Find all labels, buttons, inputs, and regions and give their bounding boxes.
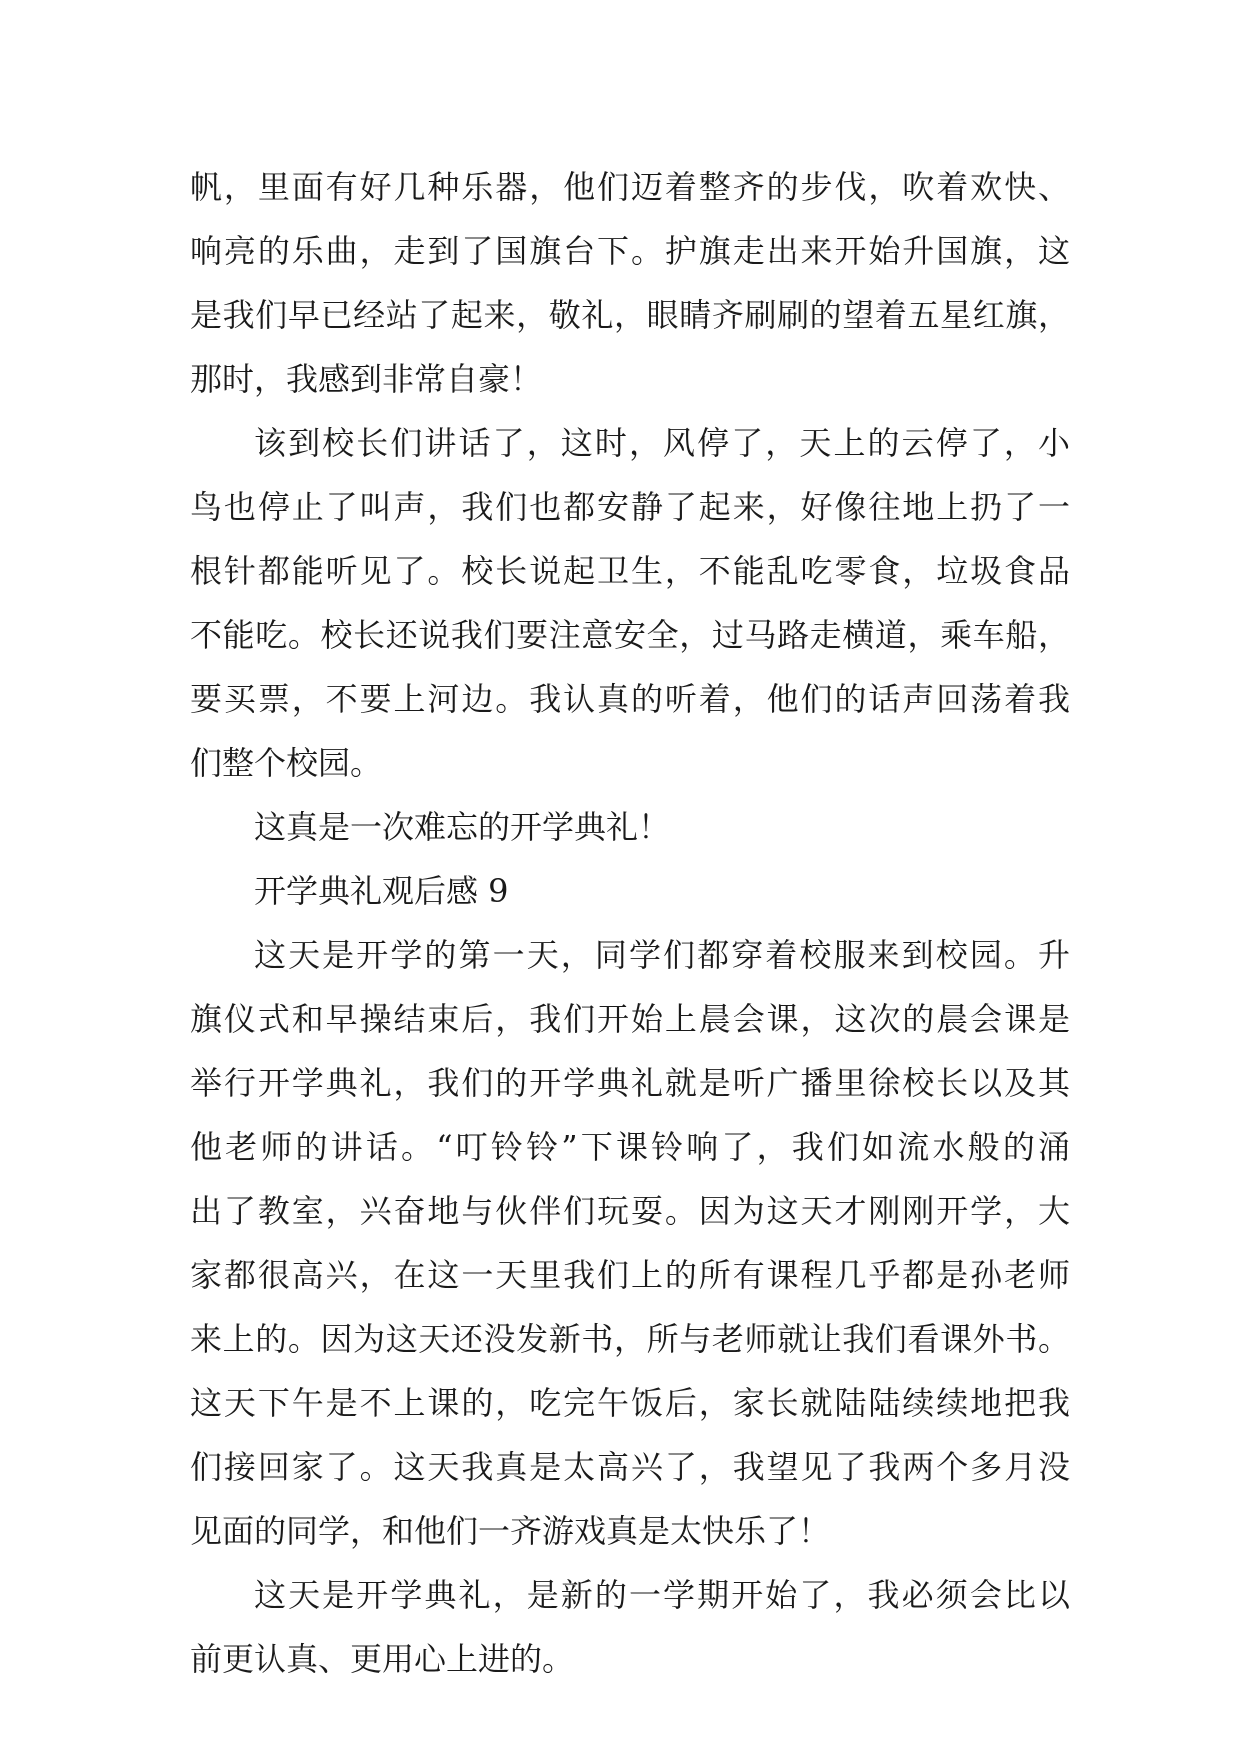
text-line: 他老师的讲话。“叮铃铃”下课铃响了，我们如流水般的涌 [190, 1128, 1070, 1166]
text-line: 举行开学典礼，我们的开学典礼就是听广播里徐校长以及其 [190, 1064, 1070, 1102]
paragraph-first-line: 这天是开学的第一天，同学们都穿着校服来到校园。升 [254, 936, 1070, 974]
text-line: 帆，里面有好几种乐器，他们迈着整齐的步伐，吹着欢快、 [190, 168, 1070, 206]
text-line: 这天下午是不上课的，吃完午饭后，家长就陆陆续续地把我 [190, 1384, 1070, 1422]
text-line: 见面的同学，和他们一齐游戏真是太快乐了！ [190, 1512, 831, 1550]
text-line: 家都很高兴，在这一天里我们上的所有课程几乎都是孙老师 [190, 1256, 1070, 1294]
text-line: 那时，我感到非常自豪！ [190, 360, 543, 398]
text-line: 鸟也停止了叫声，我们也都安静了起来，好像往地上扔了一 [190, 488, 1070, 526]
text-line: 出了教室，兴奋地与伙伴们玩耍。因为这天才刚刚开学，大 [190, 1192, 1070, 1230]
paragraph-first-line: 这天是开学典礼，是新的一学期开始了，我必须会比以 [254, 1576, 1070, 1614]
text-line: 们接回家了。这天我真是太高兴了，我望见了我两个多月没 [190, 1448, 1070, 1486]
text-line: 是我们早已经站了起来，敬礼，眼睛齐刷刷的望着五星红旗， [190, 296, 1070, 334]
text-line: 根针都能听见了。校长说起卫生，不能乱吃零食，垃圾食品 [190, 552, 1070, 590]
text-line: 不能吃。校长还说我们要注意安全，过马路走横道，乘车船， [190, 616, 1070, 654]
text-line: 前更认真、更用心上进的。 [190, 1640, 575, 1678]
text-line: 来上的。因为这天还没发新书，所与老师就让我们看课外书。 [190, 1320, 1070, 1358]
paragraph-first-line: 开学典礼观后感 9 [254, 872, 509, 910]
text-line: 要买票，不要上河边。我认真的听着，他们的话声回荡着我 [190, 680, 1070, 718]
paragraph-first-line: 该到校长们讲话了，这时，风停了，天上的云停了，小 [254, 424, 1070, 462]
text-line: 们整个校园。 [190, 744, 383, 782]
text-line: 响亮的乐曲，走到了国旗台下。护旗走出来开始升国旗，这 [190, 232, 1070, 270]
document-body [190, 155, 1070, 1691]
paragraph-first-line: 这真是一次难忘的开学典礼！ [254, 808, 671, 846]
text-line: 旗仪式和早操结束后，我们开始上晨会课，这次的晨会课是 [190, 1000, 1070, 1038]
